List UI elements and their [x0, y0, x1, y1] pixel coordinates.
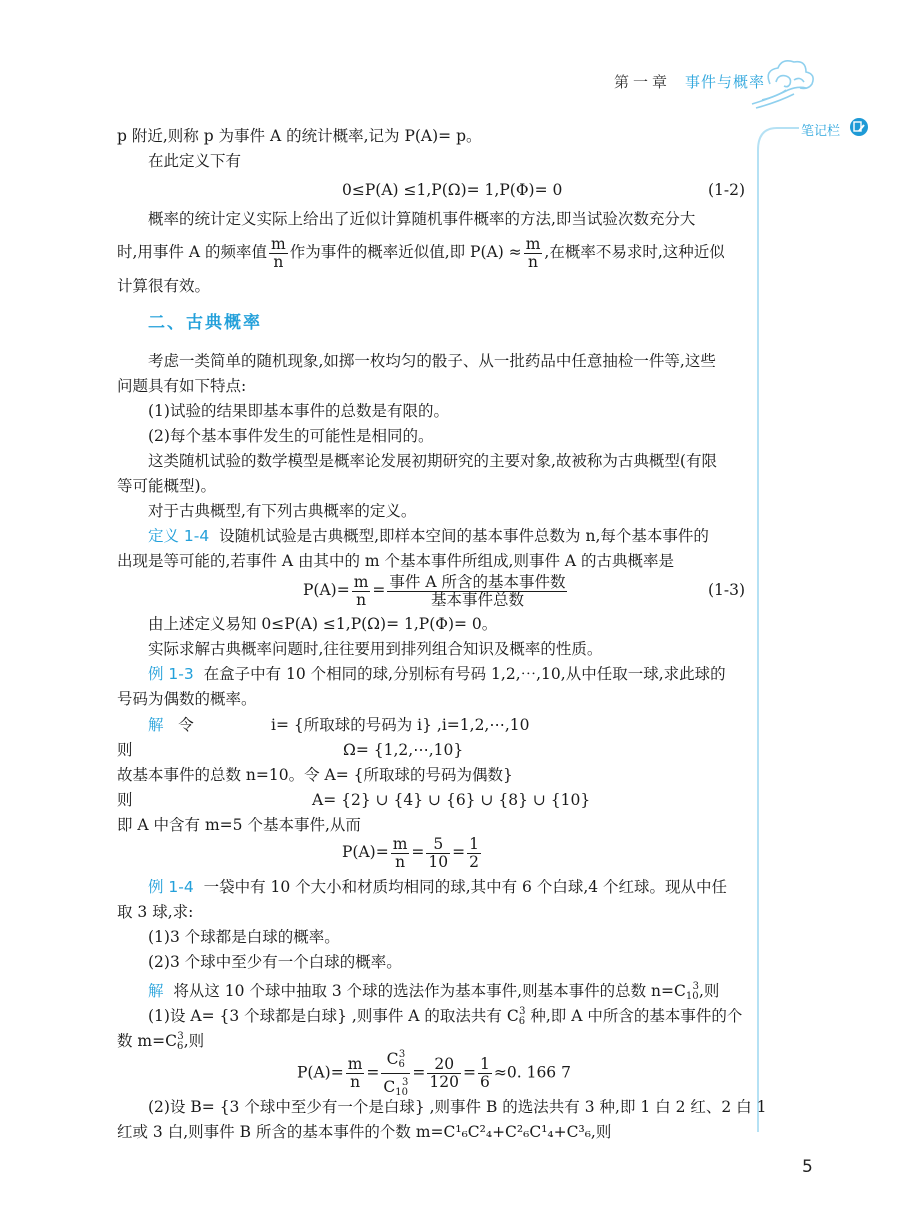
text-run: ,则: [698, 982, 720, 1000]
text-run: (1)设 A= {3 个球都是白球} ,则事件 A 的取法共有 C: [148, 1007, 519, 1025]
notes-label: 笔记栏: [801, 124, 841, 139]
notes-sidebar: [755, 120, 900, 1135]
paragraph-line: 出现是等可能的,若事件 A 由其中的 m 个基本事件所组成,则事件 A 的古典概率是: [117, 552, 675, 570]
equation: P(A)= $\frac{m}{n}$ = $\frac{C_6^3}{C_{10}^3}$ = $\frac{20}{120}$ = $\frac{1}{6}$ ≈0. 166 7: [297, 1046, 571, 1101]
list-item: (1)3 个球都是白球的概率。: [148, 928, 340, 946]
paragraph-line: 实际求解古典概率问题时,往往要用到排列组合知识及概率的性质。: [148, 640, 603, 658]
superscript: 3: [692, 981, 699, 992]
list-item: (2)每个基本事件发生的可能性是相同的。: [148, 427, 434, 445]
text-run: P(A)=: [297, 1063, 344, 1082]
section-heading: 二、古典概率: [148, 313, 262, 333]
notebook-pen-icon: [850, 118, 868, 136]
paragraph-line: 计算很有效。: [117, 277, 211, 295]
numerator: m: [347, 1055, 363, 1073]
paragraph-line: 故基本事件的总数 n=10。令 A= {所取球的号码为偶数}: [117, 766, 513, 784]
math-line: Ω= {1,2,⋯,10}: [343, 741, 464, 759]
math-line: A= {2} ∪ {4} ∪ {6} ∪ {8} ∪ {10}: [312, 791, 591, 809]
example-line: [148, 664, 726, 684]
equation-1-2: 0≤P(A) ≤1,P(Ω)= 1,P(Φ)= 0: [342, 181, 563, 199]
text-run: 在盒子中有 10 个相同的球,分别标有号码 1,2,⋯,10,从中任取一球,求此球的: [203, 665, 726, 683]
superscript: 3: [402, 1077, 409, 1088]
paragraph-line: [148, 1002, 742, 1032]
denominator: n: [350, 1073, 361, 1091]
fraction: [346, 1056, 365, 1091]
denominator: n: [395, 852, 406, 871]
subscript: 6: [176, 1041, 184, 1052]
denominator: 10: [428, 852, 449, 871]
fraction: [381, 1046, 410, 1101]
text-run: 设随机试验是古典概型,即样本空间的基本事件总数为 n,每个基本事件的: [219, 527, 709, 545]
subscript: 6: [518, 1016, 526, 1027]
denominator: n: [273, 252, 284, 271]
text-run: 则: [117, 741, 133, 759]
example-line: [148, 877, 727, 897]
denominator: 120: [429, 1073, 459, 1091]
paragraph-line: 红或 3 白,则事件 B 所含的基本事件的个数 m=C¹₆C²₄+C²₆C¹₄+C³₆,则: [117, 1123, 612, 1141]
paragraph-line: 考虑一类简单的随机现象,如掷一枚均匀的骰子、从一批药品中任意抽检一件等,这些: [148, 352, 716, 370]
paragraph-line: 问题具有如下特点:: [117, 377, 247, 395]
paragraph-line: 概率的统计定义实际上给出了近似计算随机事件概率的方法,即当试验次数充分大: [148, 210, 696, 228]
fraction: [426, 836, 450, 871]
running-header: [614, 66, 765, 96]
numerator: 1: [469, 834, 480, 853]
solution-label: 解: [148, 982, 164, 1000]
sidebar-line: [755, 120, 805, 1135]
text-run: 数 m=C: [117, 1032, 177, 1050]
text-run: 作为事件的概率近似值,即 P(A) ≈: [289, 243, 522, 261]
denominator: n: [528, 252, 539, 271]
subscript: 6: [398, 1059, 405, 1070]
paragraph-line: 等可能概型)。: [117, 477, 217, 495]
fraction: [391, 836, 410, 871]
cloud-ornament-icon: [750, 58, 820, 110]
fraction: [467, 836, 481, 871]
definition-line: [148, 526, 709, 546]
math-line: i= {所取球的号码为 i} ,i=1,2,⋯,10: [271, 716, 530, 734]
paragraph-line: 在此定义下有: [148, 152, 242, 170]
paragraph-line: 这类随机试验的数学模型是概率论发展初期研究的主要对象,故被称为古典概型(有限: [148, 452, 717, 470]
numerator: m: [353, 572, 369, 591]
numerator: 5: [426, 836, 450, 854]
numerator: m: [270, 234, 286, 253]
superscript: 3: [519, 1006, 526, 1017]
fraction: [387, 574, 567, 609]
paragraph-line: 取 3 球,求:: [117, 903, 194, 921]
denominator: n: [356, 590, 367, 609]
chapter-title: 事件与概率: [685, 72, 766, 91]
numerator: 1: [480, 1055, 490, 1073]
solution-line: [148, 715, 194, 735]
paragraph-line: 号码为偶数的概率。: [117, 690, 257, 708]
text-run: ,在概率不易求时,这种近似: [544, 243, 725, 261]
paragraph-line: [117, 234, 725, 271]
fraction: [269, 236, 288, 271]
definition-label: 定义 1-4: [148, 527, 210, 545]
text-run: P(A)=: [303, 581, 350, 599]
text-run: P(A)=: [342, 843, 389, 861]
text-run: 种,即 A 中所含的基本事件的个: [525, 1007, 743, 1025]
equation: P(A)= $\frac{m}{n}$ = $\frac{5}{10}$ = $\frac{1}{2}$: [342, 834, 480, 871]
text-run: 则: [117, 791, 133, 809]
paragraph-line: (2)设 B= {3 个球中至少有一个是白球} ,则事件 B 的选法共有 3 种,即 1 白 2 红、2 白 1: [148, 1098, 767, 1116]
denominator: 6: [480, 1073, 490, 1091]
text-run: C: [386, 1050, 399, 1068]
denominator: 2: [469, 852, 480, 871]
equation-1-3: P(A)= $\frac{m}{n}$ = $\frac{\text{事件 A 所含的基本事件数}}{\text{基本事件总数}}$: [303, 572, 566, 609]
list-item: (1)试验的结果即基本事件的总数是有限的。: [148, 402, 449, 420]
example-label: 例 1-3: [148, 665, 194, 683]
paragraph-line: p 附近,则称 p 为事件 A 的统计概率,记为 P(A)= p。: [117, 127, 482, 145]
text-run: 令: [178, 716, 194, 734]
example-label: 例 1-4: [148, 878, 194, 896]
paragraph-line: 对于古典概型,有下列古典概率的定义。: [148, 502, 417, 520]
text-run: 将从这 10 个球中抽取 3 个球的选法作为基本事件,则基本事件的总数 n=C: [173, 982, 686, 1000]
text-run: 一袋中有 10 个大小和材质均相同的球,其中有 6 个白球,4 个红球。现从中任: [203, 878, 728, 896]
subscript: 10: [685, 991, 699, 1002]
fraction: [427, 1056, 461, 1091]
text-run: C: [383, 1078, 396, 1096]
equation-number: (1-2): [707, 181, 745, 199]
numerator: 20: [427, 1056, 461, 1074]
solution-label: 解: [148, 716, 164, 734]
text-run: ,则: [183, 1032, 205, 1050]
paragraph-line: [117, 1027, 204, 1057]
chapter-number: 第一章: [614, 72, 672, 91]
equation-number: (1-3): [707, 581, 745, 599]
subscript: 10: [395, 1087, 409, 1098]
numerator: 事件 A 所含的基本事件数: [389, 572, 566, 591]
page-number: 5: [802, 1157, 813, 1177]
numerator: m: [525, 234, 541, 253]
numerator: [381, 1046, 410, 1074]
denominator: 基本事件总数: [430, 590, 524, 609]
superscript: 3: [177, 1031, 184, 1042]
text-run: ≈0. 166 7: [493, 1063, 571, 1082]
fraction: [524, 236, 543, 271]
text-run: 时,用事件 A 的频率值: [117, 243, 267, 261]
fraction: [352, 574, 371, 609]
numerator: m: [392, 834, 408, 853]
superscript: 3: [398, 1049, 406, 1060]
fraction: [478, 1056, 492, 1091]
list-item: (2)3 个球中至少有一个白球的概率。: [148, 953, 402, 971]
paragraph-line: 即 A 中含有 m=5 个基本事件,从而: [117, 816, 361, 834]
paragraph-line: 由上述定义易知 0≤P(A) ≤1,P(Ω)= 1,P(Φ)= 0。: [148, 615, 498, 633]
